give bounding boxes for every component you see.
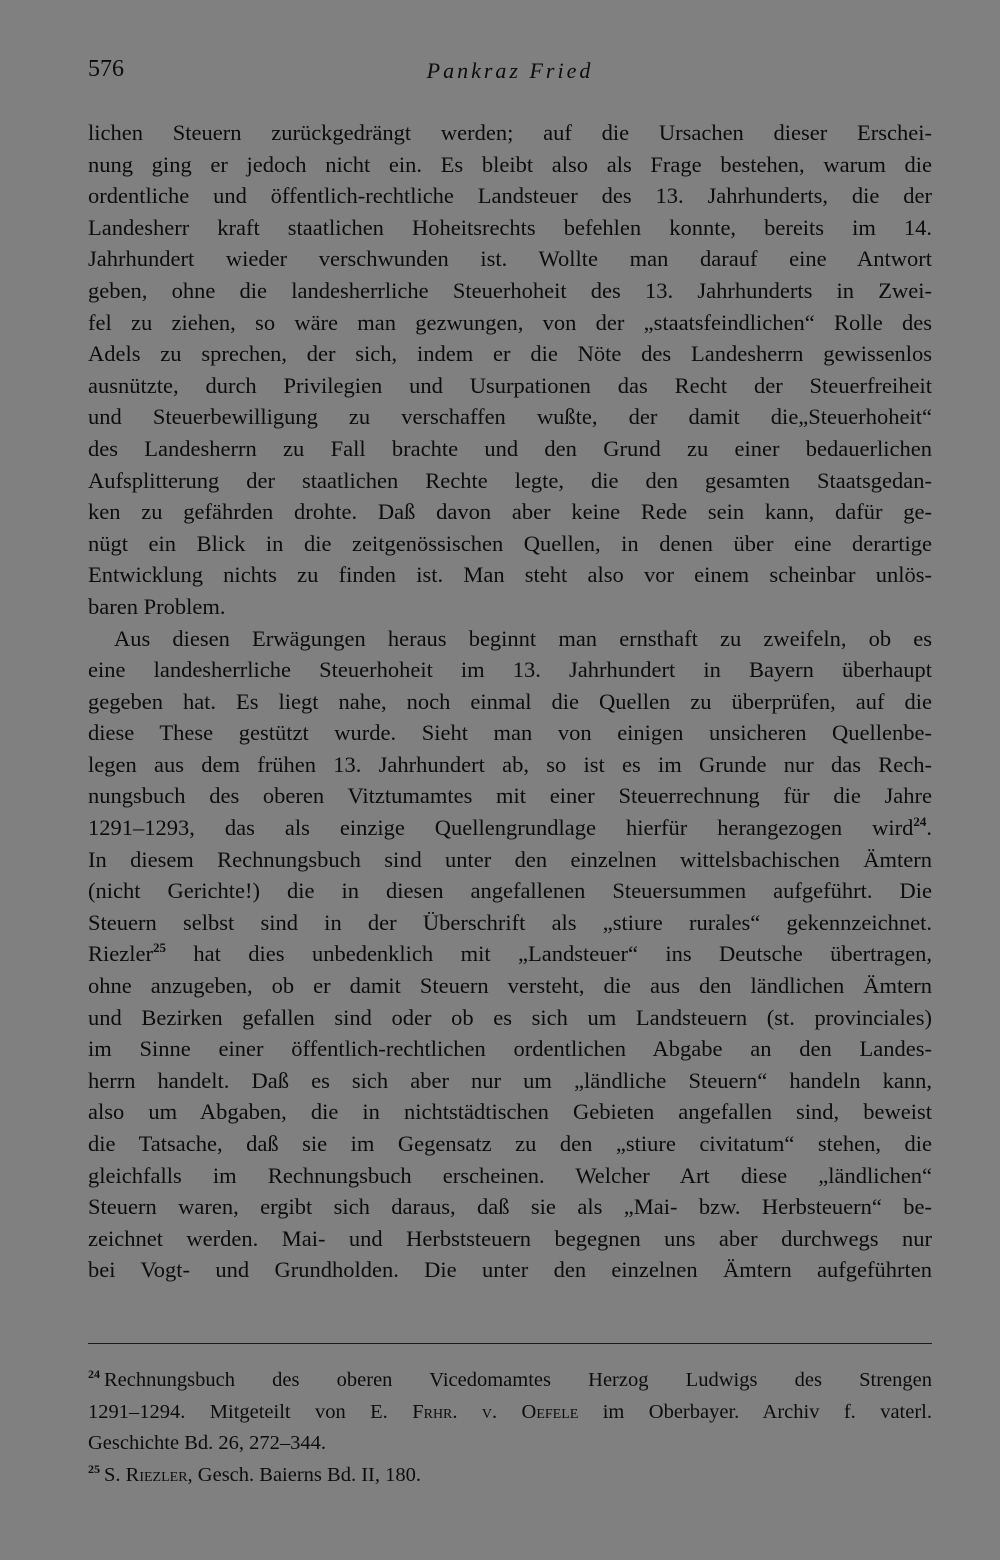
text-line: Steuern selbst sind in der Überschrift als „stiure rurales“ gekennzeichnet. [88, 909, 932, 935]
text-line: ausnützte, durch Privilegien und Usurpationen das Recht der Steuerfreiheit [88, 372, 932, 398]
author-name: Frhr. v. Oefele [412, 1400, 579, 1423]
text-line: die Tatsache, daß sie im Gegensatz zu den „stiure civitatum“ stehen, die [88, 1131, 932, 1156]
text-line: fel zu ziehen, so wäre man gezwungen, von der „staatsfeindlichen“ Rolle des [88, 309, 932, 335]
text-line: herrn handelt. Daß es sich aber nur um „ländliche Steuern“ handeln kann, [88, 1067, 932, 1093]
text-line: Jahrhundert wieder verschwunden ist. Wollte man darauf eine Antwort [88, 246, 932, 272]
running-head [88, 56, 932, 92]
footnote-ref-24: 24 [913, 814, 927, 830]
text-line: legen aus dem frühen 13. Jahrhundert ab, so ist es im Grunde nur das Rech- [88, 751, 932, 777]
paragraph-first-line: Aus diesen Erwägungen heraus beginnt man ernsthaft zu zweifeln, ob es [114, 625, 932, 651]
text-line-with-footnote-ref [88, 812, 932, 844]
text-line: diese These gestützt wurde. Sieht man von einigen unsicheren Quellenbe- [88, 720, 932, 746]
text-line: geben, ohne die landesherrliche Steuerhoheit des 13. Jahrhunderts in Zwei- [88, 277, 932, 303]
text-line: baren Problem. [88, 593, 226, 619]
footnote-ref-25: 25 [152, 940, 166, 956]
text-line-with-footnote-ref [88, 938, 932, 970]
text-line: ken zu gefährden drohte. Daß davon aber keine Rede sein kann, dafür ge- [88, 499, 932, 525]
text-line: Entwicklung nichts zu finden ist. Man steht also vor einem scheinbar unlös- [88, 562, 932, 588]
text-line: des Landesherrn zu Fall brachte und den Grund zu einer bedauerlichen [88, 435, 932, 461]
footnotes [88, 1365, 932, 1491]
text-line: In diesem Rechnungsbuch sind unter den einzelnen wittelsbachischen Ämtern [88, 846, 932, 872]
text-segment: hat dies unbedenklich mit „Landsteuer“ ins Deutsche übertragen, [165, 941, 932, 967]
text-line: lichen Steuern zurückgedrängt werden; auf die Ursachen dieser Erschei- [88, 120, 932, 145]
text-line: im Sinne einer öffentlich-rechtlichen ordentlichen Abgabe an den Landes- [88, 1036, 932, 1062]
footnote-marker: 25 [88, 1461, 100, 1476]
text-line: also um Abgaben, die in nichtstädtischen Gebieten angefallen sind, beweist [88, 1099, 932, 1125]
footnote-divider [88, 1343, 932, 1344]
footnote-text: , Gesch. Baierns Bd. II, 180. [187, 1463, 421, 1486]
footnote-24-cont [88, 1397, 932, 1429]
text-segment: . [926, 815, 932, 841]
text-line: (nicht Gerichte!) die in diesen angefallenen Steuersummen aufgeführt. Die [88, 878, 932, 904]
footnote-marker: 24 [88, 1367, 100, 1381]
author-name: Riezler [125, 1463, 188, 1486]
body-text [88, 117, 932, 1286]
text-segment: Riezler [88, 941, 153, 967]
footnote-text: S. [104, 1463, 126, 1486]
footnote-text: 1291–1294. Mitgeteilt von E. [88, 1400, 413, 1423]
footnote-24 [88, 1365, 932, 1397]
text-line: zeichnet werden. Mai- und Herbststeuern begegnen uns aber durchwegs nur [88, 1225, 932, 1251]
text-line: Steuern waren, ergibt sich daraus, daß sie als „Mai- bzw. Herbsteuern“ be- [88, 1194, 932, 1220]
footnote-text: Rechnungsbuch des oberen Vicedomamtes Herzog Ludwigs des Strengen [104, 1369, 932, 1391]
text-line: Landesherr kraft staatlichen Hoheitsrechts befehlen konnte, bereits im 14. [88, 214, 932, 240]
text-line: gleichfalls im Rechnungsbuch erscheinen. Welcher Art diese „ländlichen“ [88, 1162, 932, 1188]
text-line: nungsbuch des oberen Vitztumamtes mit einer Steuerrechnung für die Jahre [88, 783, 932, 809]
footnote-text: Geschichte Bd. 26, 272–344. [88, 1432, 326, 1455]
text-line: nung ging er jedoch nicht ein. Es bleibt also als Frage bestehen, warum die [88, 151, 932, 177]
text-line: nügt ein Blick in die zeitgenössischen Quellen, in denen über eine derartige [88, 530, 932, 556]
text-segment: 1291–1293, das als einzige Quellengrundlage hierfür herangezogen wird [88, 815, 914, 841]
text-line: ohne anzugeben, ob er damit Steuern versteht, die aus den ländlichen Ämtern [88, 973, 932, 999]
text-line: eine landesherrliche Steuerhoheit im 13. Jahrhundert in Bayern überhaupt [88, 657, 932, 683]
text-line: Adels zu sprechen, der sich, indem er die Nöte des Landesherrn gewissenlos [88, 341, 932, 367]
text-line: bei Vogt- und Grundholden. Die unter den einzelnen Ämtern aufgeführten [88, 1257, 932, 1283]
text-line: gegeben hat. Es liegt nahe, noch einmal die Quellen zu überprüfen, auf die [88, 688, 932, 714]
text-line: ordentliche und öffentlich-rechtliche Landsteuer des 13. Jahrhunderts, die der [88, 183, 932, 209]
footnote-24-end [88, 1428, 932, 1460]
text-line: und Bezirken gefallen sind oder ob es sich um Landsteuern (st. provinciales) [88, 1004, 932, 1030]
footnote-25 [88, 1460, 932, 1492]
running-title: Pankraz Fried [426, 58, 594, 83]
text-line: und Steuerbewilligung zu verschaffen wußte, der damit die„Steuerhoheit“ [88, 404, 932, 430]
page-number: 576 [88, 56, 124, 82]
footnote-text: im Oberbayer. Archiv f. vaterl. [578, 1400, 932, 1423]
text-line: Aufsplitterung der staatlichen Rechte legte, die den gesamten Staatsgedan- [88, 467, 932, 493]
